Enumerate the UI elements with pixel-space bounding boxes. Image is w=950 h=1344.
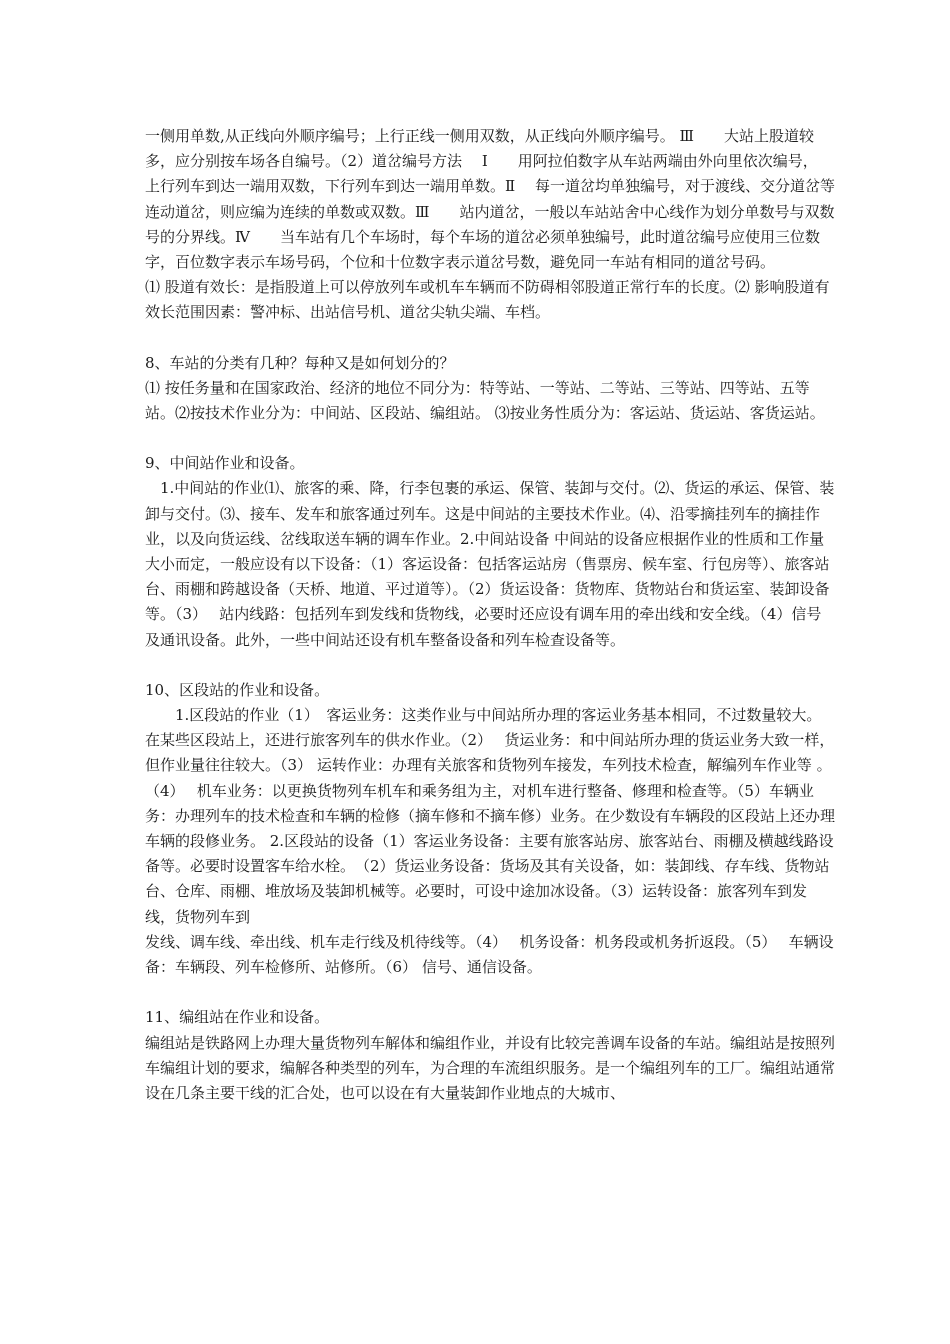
section-11-title: 11、编组站在作业和设备。 — [145, 1008, 330, 1027]
paragraph: ⑴ 股道有效长：是指股道上可以停放列车或机车车辆而不防碍相邻股道正常行车的长度。⑵ 影响股道有效长范围因素：警冲标、出站信号机、道岔尖轨尖端、车档。 — [145, 278, 830, 322]
section-11-body: 编组站是铁路网上办理大量货物列车解体和编组作业，并设有比较完善调车设备的车站。编组站是按照列车编组计划的要求，编解各种类型的列车，为合理的车流组织服务。是一个编组列车的工厂。编组站通常设在几条主要干线的汇合处，也可以设在有大量装卸作业地点的大城市、 — [145, 1033, 836, 1102]
paragraph: 上行列车到达一端用双数，下行列车到达一端用单数。Ⅱ 每一道岔均单独编号，对于渡线、交分道岔等连动道岔，则应编为连续的单数或双数。Ⅲ 站内道岔，一般以车站站舍中心线作为划分单数号与双数号的分界线。Ⅳ 当车站有几个车场时，每个车场的道岔必须单独编号，此时道岔编号应使用三位数字，百位数字表示车场号码，个位和十位数字表示道岔号数，避免同一车站有相同的道岔号码。 — [145, 177, 835, 272]
paragraph: 一侧用单数,从正线向外顺序编号；上行正线一侧用双数，从正线向外顺序编号。 Ⅲ 大站上股道较多，应分别按车场各自编号。（2）道岔编号方法 Ⅰ 用阿拉伯数字从车站两端由外向里依次编号， — [145, 127, 818, 171]
section-10-body-continued: 发线、调车线、牵出线、机车走行线及机待线等。（4） 机务设备：机务段或机务折返段。（5） 车辆设备：车辆段、列车检修所、站修所。（6） 信号、通信设备。 — [145, 932, 834, 977]
document-body — [145, 124, 835, 1106]
section-10-body: 1.区段站的作业（1） 客运业务：这类作业与中间站所办理的客运业务基本相同，不过数量较大。在某些区段站上，还进行旅客列车的供水作业。（2） 货运业务：和中间站所办理的货运业务大致一样，但作业量往往较大。（3） 运转作业：办理有关旅客和货物列车接发，车列技术检查，解编列车作业等 。（4） 机车业务：以更换货物列车机车和乘务组为主，对机车进行整备、修理和检查等。（5）车辆业务：办理列车的技术检查和车辆的检修（摘车修和不摘车修）业务。在少数设有车辆段的区段站上还办理车辆的段修业务。 2.区段站的设备（1）客运业务设备：主要有旅客站房、旅客站台、雨棚及横越线路设备等。必要时设置客车给水栓。 （2）货运业务设备：货场及其有关设备，如：装卸线、存车线、货物站台、仓库、雨棚、堆放场及装卸机械等。必要时，可设中途加冰设备。（3）运转设备：旅客列车到发线，货物列车到 — [145, 706, 836, 926]
section-10-title: 10、区段站的作业和设备。 — [145, 680, 330, 699]
section-8-title: 8、车站的分类有几种？每种又是如何划分的？ — [145, 353, 455, 372]
section-9-title: 9、中间站作业和设备。 — [145, 454, 305, 473]
section-9-body: 1.中间站的作业⑴、旅客的乘、降，行李包裹的承运、保管、装卸与交付。⑵、货运的承运、保管、装卸与交付。⑶、接车、发车和旅客通过列车。这是中间站的主要技术作业。⑷、沿零摘挂列车的摘挂作业，以及向货运线、岔线取送车辆的调车作业。2.中间站设备 中间站的设备应根据作业的性质和工作量大小而定，一般应设有以下设备：（1）客运设备：包括客运站房（售票房、候车室、行包房等）、旅客站台、雨棚和跨越设备（天桥、地道、平过道等）。（2）货运设备：货物库、货物站台和货运室、装卸设备等。（3） 站内线路：包括列车到发线和货物线，必要时还应设有调车用的牵出线和安全线。（4）信号及通讯设备。此外，一些中间站还设有机车整备设备和列车检查设备等。 — [145, 479, 835, 649]
section-8-body: ⑴ 按任务量和在国家政治、经济的地位不同分为：特等站、一等站、二等站、三等站、四等站、五等站。⑵按技术作业分为：中间站、区段站、编组站。 ⑶按业务性质分为：客运站、货运站、客货运站。 — [145, 378, 825, 423]
